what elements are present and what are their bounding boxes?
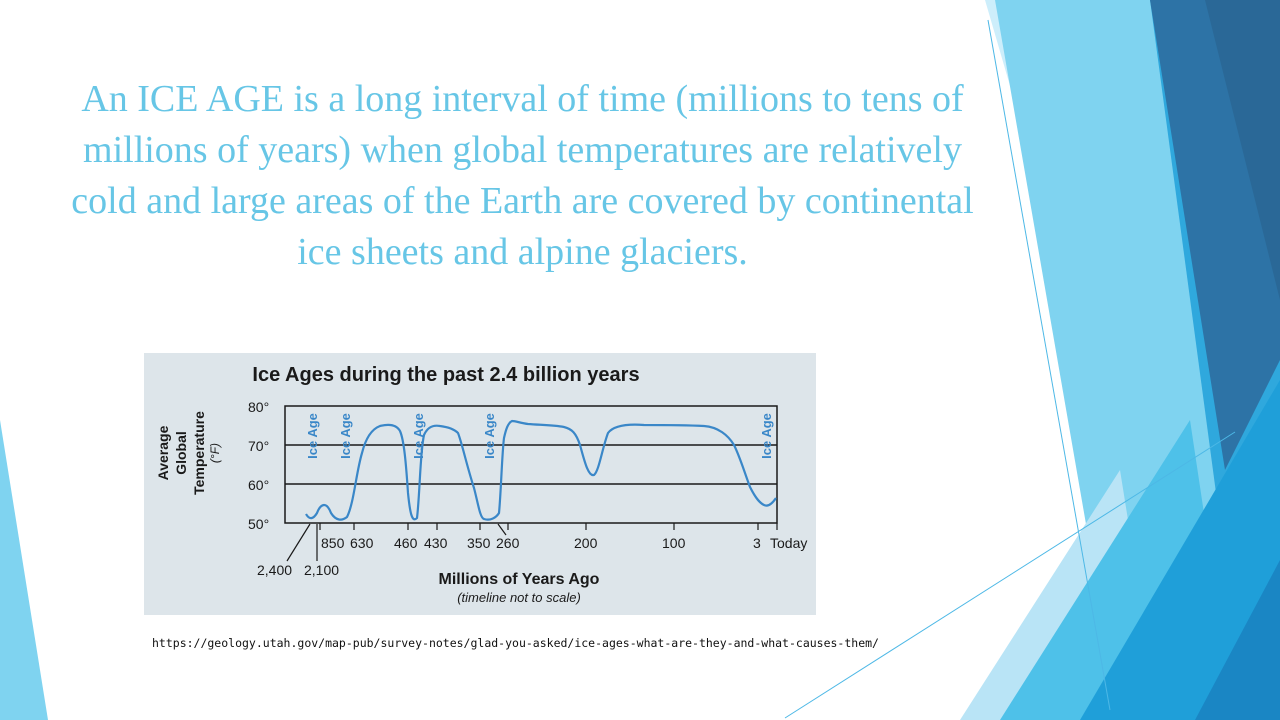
x-tick-2400: 2,400 [257, 562, 293, 578]
ice-age-label-3: Ice Age [411, 413, 426, 459]
ice-age-label-4: Ice Age [482, 413, 497, 459]
chart-svg [144, 353, 816, 615]
slide-heading: An ICE AGE is a long interval of time (millions to tens of millions of years) when global temperatures are relatively cold and large areas of the Earth are covered by continental ice sheets and alpine glaciers. [71, 78, 974, 273]
y-tick-80: 80° [248, 399, 270, 415]
x-axis-note: (timeline not to scale) [457, 590, 581, 605]
ice-age-label-5: Ice Age [759, 413, 774, 459]
y-tick-50: 50° [248, 516, 270, 532]
callout-line-2400 [287, 524, 310, 561]
y-axis-label-line-2: Global [173, 431, 189, 475]
y-tick-70: 70° [248, 438, 270, 454]
ice-age-label-2: Ice Age [338, 413, 353, 459]
x-tick-100: 100 [662, 535, 686, 551]
source-link[interactable]: https://geology.utah.gov/map-pub/survey-notes/glad-you-asked/ice-ages-what-are-they-and-what-causes-them/ [152, 636, 879, 650]
y-tick-60: 60° [248, 477, 270, 493]
callout-line-260 [498, 524, 506, 535]
x-tick-3: 3 [753, 535, 761, 551]
x-tick-260: 260 [496, 535, 520, 551]
chart-title: Ice Ages during the past 2.4 billion years [252, 364, 640, 386]
x-tick-430: 430 [424, 535, 448, 551]
x-tick-today: Today [770, 535, 808, 551]
x-axis-label: Millions of Years Ago [438, 571, 600, 588]
x-tick-460: 460 [394, 535, 418, 551]
x-tick-350: 350 [467, 535, 491, 551]
left-edge-facet [0, 420, 48, 720]
y-axis-unit: (°F) [208, 442, 222, 464]
ice-age-chart [144, 353, 816, 615]
x-tick-850: 850 [321, 535, 345, 551]
x-tick-200: 200 [574, 535, 598, 551]
ice-age-label-1: Ice Age [305, 413, 320, 459]
temperature-curve [306, 421, 776, 520]
y-axis-label-line-3: Temperature [191, 411, 207, 495]
x-tick-630: 630 [350, 535, 374, 551]
x-tick-2100: 2,100 [304, 562, 340, 578]
y-axis-label-line-1: Average [155, 425, 171, 481]
